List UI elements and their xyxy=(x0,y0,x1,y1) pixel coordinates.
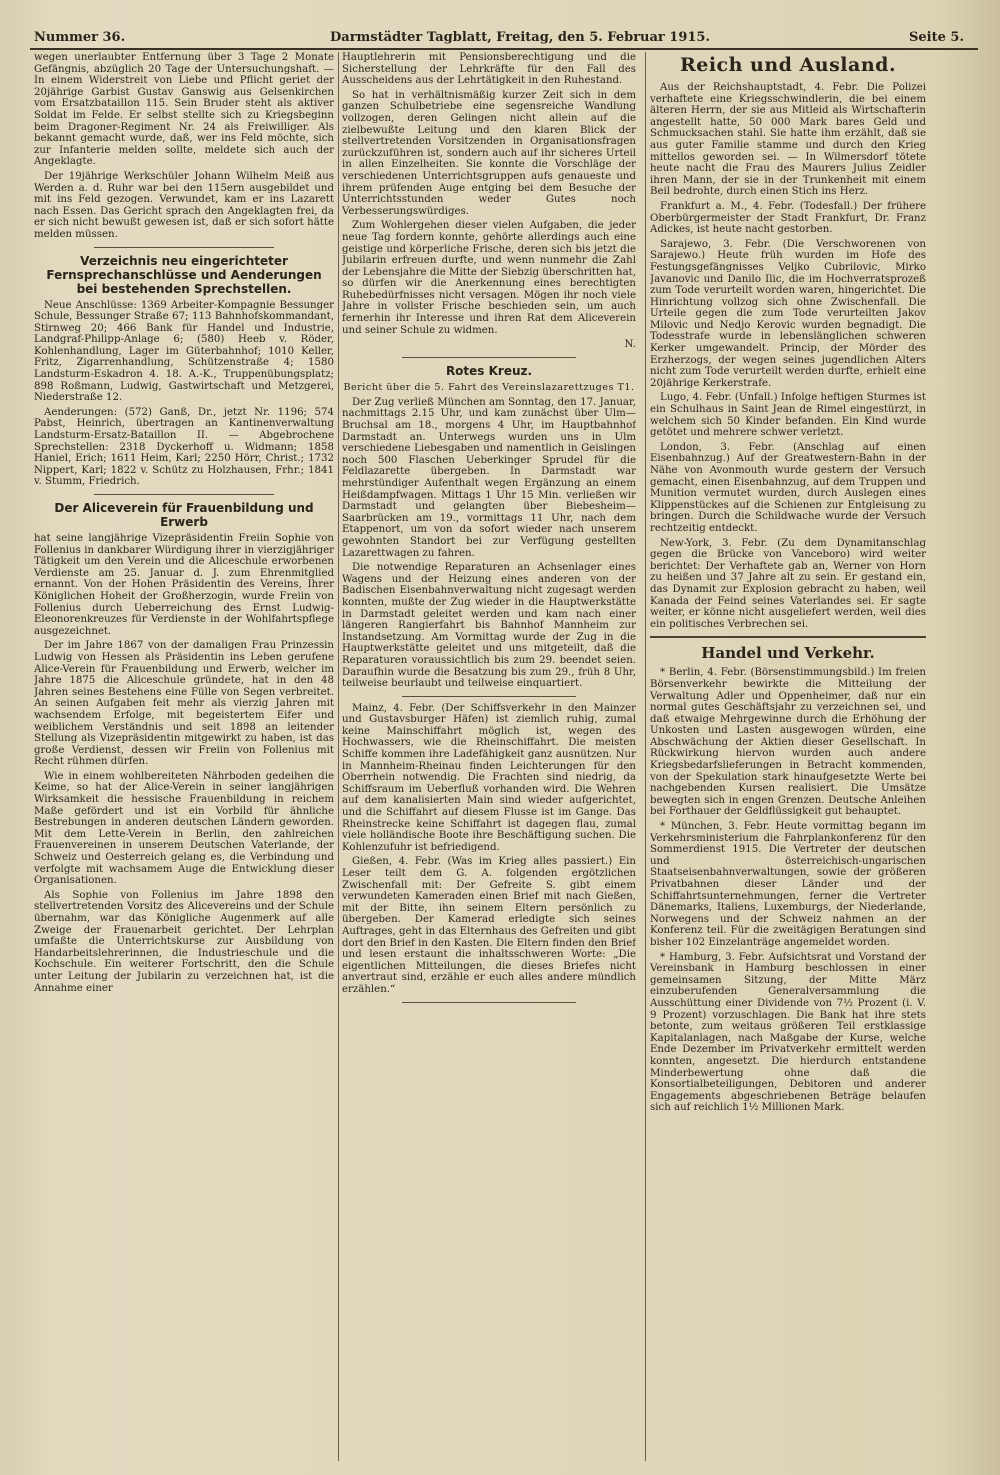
separator xyxy=(402,696,576,697)
article-paragraph: Neue Anschlüsse: 1369 Arbeiter-Kompagnie Bessunger Schule, Bessunger Straße 67; 113 Bahnhofskommandant, Stirnweg 20; 466 Bank für Handel und Industrie, Landgraf-Philipp-Anlage 6; (580) Heeb v. Röder, Kohlenhandlung, Lager im Güterbahnhof; 1010 Keller, Fritz, Zigarrenhandlung, Schützenstraße 4; 1580 Landsturm-Eskadron 4. 18. A.-K., Truppenübungsplatz; 898 Roßmann, Ludwig, Gastwirtschaft und Metzgerei, Niederstraße 12. xyxy=(34,299,334,404)
article-paragraph: Als Sophie von Follenius im Jahre 1898 den stellvertretenden Vorsitz des Alicevereins und der Schule übernahm, war das Königliche Augenmerk auf alle Zweige der Frauenarbeit gerichtet. Der Lehrplan umfaßte die Unterrichtskurse zur Ausbildung von Handarbeitslehrerinnen, die Industrieschule und die Kochschule. Ein weiterer Fortschritt, den die Schule unter Leitung der Jubilarin zu verzeichnen hat, ist die Annahme einer xyxy=(34,889,334,994)
masthead xyxy=(30,28,982,48)
section-heading-rotes-kreuz: Rotes Kreuz. xyxy=(445,363,533,378)
separator xyxy=(94,494,274,495)
article-paragraph: * München, 3. Febr. Heute vormittag begann im Verkehrsministerium die Fahrplankonferenz für den Sommerdienst 1915. Die Vertreter der deutschen und österreichisch-ungarischen Staatseisenbahnverwaltungen, sowie der größeren Privatbahnen dieser Länder und der Schiffahrtsunternehmungen, ferner die Vertreter Dänemarks, Italiens, Luxemburgs, der Niederlande, Norwegens und der Schweiz nahmen an der Konferenz teil. Für die zweitägigen Beratungen sind bisher 102 Einzelanträge angemeldet worden. xyxy=(650,821,926,948)
article-paragraph: Frankfurt a. M., 4. Febr. (Todesfall.) Der frühere Oberbürgermeister der Stadt Frankfurt, Dr. Franz Adickes, ist heute nacht gestorben. xyxy=(650,200,926,236)
article-paragraph: * Berlin, 4. Febr. (Börsenstimmungsbild.) Im freien Börsenverkehr bewirkte die Mitteilung der Verwaltung Adler und Oppenheimer, daß nur ein normal gutes Geschäftsjahr zu verzeichnen sei, und daß etwaige Mehrgewinne durch die Erhöhung der Unkosten und Lasten ausgewogen würden, eine Abschwächung der Aktien dieser Gesellschaft. In Rückwirkung hiervon wurden auch andere Kriegsbedarfslieferungen in Betracht kommenden, von der Spekulation stark hinaufgesetzte Werte bei nachgebenden Kursen realisiert. Die Umsätze bewegten sich in engen Grenzen. Deutsche Anleihen bei Forthauer der Geldflüssigkeit gut behauptet. xyxy=(650,667,926,818)
column-divider xyxy=(645,52,646,1461)
section-heading-reich-ausland: Reich und Ausland. xyxy=(679,54,897,76)
article-paragraph: Aenderungen: (572) Ganß, Dr., jetzt Nr. 1196; 574 Pabst, Heinrich, übertragen an Kantinenverwaltung Landsturm-Ersatz-Bataillon II. — Abgebrochene Sprechstellen: 2318 Dyckerhoff u. Widmann; 1858 Haniel, Erich; 1611 Heim, Karl; 2250 Hörr, Christ.; 1732 Nippert, Karl; 1822 v. Schütz zu Holzhausen, Frhr.; 1841 v. Stumm, Friedrich. xyxy=(34,406,334,488)
section-heading-aliceverein: Der Aliceverein für Frauenbildung und Erwerb xyxy=(54,501,314,529)
newspaper-title-date: Darmstädter Tagblatt, Freitag, den 5. Februar 1915. xyxy=(330,30,710,45)
article-paragraph: Die notwendige Reparaturen an Achsenlager eines Wagens und der Heizung eines anderen von der Badischen Eisenbahnverwaltung nicht zugesagt werden konnten, mußte der Zug wieder in die Hauptwerkstätte in Darmstadt geleitet werden und kam nach einer längeren Rangierfahrt bis Bahnhof Mannheim zur Instandsetzung. Am Vormittag wurde der Zug in die Hauptwerkstätte geleitet und uns mitgeteilt, daß die Reparaturen voraussichtlich bis zum 29. beendet seien. Daraufhin wurde die Besatzung bis zum 29., früh 8 Uhr, teilweise beurlaubt und teilweise einquartiert. xyxy=(342,562,636,690)
separator xyxy=(94,247,274,248)
article-paragraph: London, 3. Febr. (Anschlag auf einen Eisenbahnzug.) Auf der Greatwestern-Bahn in der Nähe von Avonmouth wurde gestern der Versuch gemacht, einen Eisenbahnzug, auf dem Truppen und Munition vermutet wurden, durch Auslegen eines Klippenstückes auf die Schienen zur Entgleisung zu bringen. Durch die Schildwache wurde der Versuch rechtzeitig entdeckt. xyxy=(650,441,926,534)
column-3 xyxy=(650,52,926,1467)
page-number: Seite 5. xyxy=(909,30,964,45)
article-paragraph: Lugo, 4. Febr. (Unfall.) Infolge heftigen Sturmes ist ein Schulhaus in Saint Jean de Rimel eingestürzt, in welchem sich 50 Kinder befanden. Ein Kind wurde getötet und mehrere schwer verletzt. xyxy=(650,392,926,439)
article-paragraph: Der im Jahre 1867 von der damaligen Frau Prinzessin Ludwig von Hessen als Präsidentin ins Leben gerufene Alice-Verein für Frauenbildung und Erwerb, welcher im Jahre 1875 die Aliceschule gründete, hat in den 48 Jahren seines Bestehens eine Fülle von Segen verbreitet. An seinen Aufgaben feit mehr als vierzig Jahren mit wachsendem Erfolge, mit begeistertem Eifer und weiblichem Verständnis und seit 1898 an leitender Stellung als Vizepräsidentin mitgewirkt zu haben, ist das große Verdienst, dessen wir Freiin von Follenius mit Recht rühmen dürfen. xyxy=(34,640,334,768)
article-paragraph: * Hamburg, 3. Febr. Aufsichtsrat und Vorstand der Vereinsbank in Hamburg beschlossen in einer gemeinsamen Sitzung, der Mitte März einzuberufenden Generalversammlung die Ausschüttung einer Dividende von 7½ Prozent (i. V. 9 Prozent) vorzuschlagen. Die Bank hat ihre stets betonte, zum weitaus größeren Teil erstklassige Kapitalanlagen, nach Maßgabe der Kurse, welche Ende Dezember im Privatverkehr ermittelt werden konnten, angesetzt. Die hierdurch entstandene Minderbewertung ohne daß die Konsortialbeteiligungen, Debitoren und anderer Engagements abgeschriebenen Beträge belaufen sich auf reichlich 1½ Millionen Mark. xyxy=(650,951,926,1114)
article-paragraph: Sarajewo, 3. Febr. (Die Verschworenen von Sarajewo.) Heute früh wurden im Hofe des Festungsgefängnisses Veljko Cubrilovic, Mirko Javanovic und Danilo Ilic, die im Hochverratsprozeß zum Tode verurteilt worden waren, hingerichtet. Die Hinrichtung vollzog sich ohne Zwischenfall. Die Urteile gegen die zum Tode verurteilten Jakov Milovic und Nedjo Kerovic wurden begnadigt. Die Todesstrafe wurde in lebenslänglichen schweren Kerker umgewandelt. Princip, der Mörder des Erzherzogs, der wegen seines jugendlichen Alters nicht zum Tode verurteilt werden durfte, erhielt eine 20jährige Kerkerstrafe. xyxy=(650,238,926,389)
article-paragraph: Gießen, 4. Febr. (Was im Krieg alles passiert.) Ein Leser teilt dem G. A. folgenden ergötzlichen Zwischenfall mit: Der Gefreite S. gibt einem verwundeten Kameraden einen Brief mit nach Gießen, mit der Bitte, ihn seinem Eltern persönlich zu übergeben. Der Kamerad erledigte sich seines Auftrages, geht in das Elternhaus des Gefreiten und gibt dort den Brief in den Kasten. Die Eltern finden den Brief und lesen erstaunt die inhaltsschweren Worte: „Die eigentlichen Mitteilungen, die dieses Briefes nicht anvertraut sind, erzähle er euch alles andere mündlich erzählen.“ xyxy=(342,856,636,995)
section-subheading: Bericht über die 5. Fahrt des Vereinslazarettzuges T1. xyxy=(343,381,635,393)
section-heading-handel-verkehr: Handel und Verkehr. xyxy=(701,644,875,663)
article-paragraph: Der 19jährige Werkschüler Johann Wilhelm Meiß aus Werden a. d. Ruhr war bei den 115ern ausgebildet und mit ins Feld gezogen. Verwundet, kam er ins Lazarett nach Essen. Das Gericht sprach den Angeklagten frei, da er sich nicht bewußt gewesen ist, daß er sich sofort hätte melden müssen. xyxy=(34,170,334,240)
author-signature: N. xyxy=(624,339,636,351)
section-heading-fernsprech: Verzeichnis neu eingerichteter Fernsprechanschlüsse und Aenderungen bei bestehenden Sprechstellen. xyxy=(46,253,322,296)
separator xyxy=(402,357,576,358)
column-2 xyxy=(342,52,636,1467)
article-paragraph: Zum Wohlergehen dieser vielen Aufgaben, die jeder neue Tag fordern konnte, gehörte allerdings auch eine geistige und körperliche Frische, deren sich bis jetzt die Jubilarin erfreuen durfte, und wenn nunmehr die Zahl der Lebensjahre die Mitte der Siebzig überschritten hat, so dürfen wir die Anerkennung eines berechtigten Ruhebedürfnisses nicht versagen. Mögen ihr noch viele Jahre in vollster Frische beschieden sein, um auch fernerhin ihr Interesse und ihren Rat dem Aliceverein und seiner Schule zu widmen. xyxy=(342,220,636,336)
article-paragraph: Mainz, 4. Febr. (Der Schiffsverkehr in den Mainzer und Gustavsburger Häfen) ist ziemlich ruhig, zumal keine Mainschiffahrt möglich ist, wegen des Hochwassers, wie die Rheinschiffahrt. Die meisten Schiffe kommen ihre Ladefähigkeit ganz ausnützen. Nur in Mannheim-Rheinau finden Leichterungen für den Oberrhein notwendig. Die Frachten sind niedrig, da Schiffsraum im Ueberfluß vorhanden wird. Die Wehren auf dem kanalisierten Main sind wieder aufgerichtet, und die Schiffahrt auf diesem Flusse ist im Gange. Das Rheinstrecke keine Schiffahrt ist dagegen flau, zumal viele holländische Boote ihre Beschäftigung suchen. Die Kohlenzufuhr ist befriedigend. xyxy=(342,702,636,853)
article-paragraph: New-York, 3. Febr. (Zu dem Dynamitanschlag gegen die Brücke von Vanceboro) wird weiter berichtet: Der Verhaftete gab an, Werner von Horn zu heißen und 37 Jahre alt zu sein. Er gestand ein, das Dynamit zur Explosion gebracht zu haben, weil Kanada der Feind seines Vaterlandes sei. Er sagte weiter, er könne nicht ausgeliefert werden, weil dies ein politisches Verbrechen sei. xyxy=(650,537,926,630)
separator xyxy=(650,636,926,638)
article-paragraph: Der Zug verließ München am Sonntag, den 17. Januar, nachmittags 2.15 Uhr, und kam zunächst über Ulm—Bruchsal am 18., morgens 4 Uhr, im Hauptbahnhof Darmstadt an. Unterwegs wurden uns in Ulm verschiedene Liebesgaben und namentlich in Geislingen noch 500 Flaschen Ueberkinger Sprudel für die Feldlazarette übergeben. In Darmstadt war mehrstündiger Aufenthalt wegen Ergänzung an einem Heißdampfwagen. Mittags 1 Uhr 15 Min. verließen wir Darmstadt und gelangten über Biebesheim—Saarbrücken am 19., vormittags 11 Uhr, nach dem Etappenort, um von da sofort wieder nach unserem gewohnten Standort bei zur Verfügung gestellten Lazarettwagen zu fahren. xyxy=(342,396,636,559)
column-divider xyxy=(338,52,339,1461)
article-paragraph: Aus der Reichshauptstadt, 4. Febr. Die Polizei verhaftete eine Kriegsschwindlerin, die bei einem älteren Herrn, der sie aus Mitleid als Wirtschafterin angestellt hatte, 50 000 Mark bares Geld und Schmucksachen stahl. Sie hatte ihm erzählt, daß sie aus guter Familie stamme und durch den Krieg mittellos geworden sei. — In Wilmersdorf tötete heute nacht die Frau des Maurers Julius Zeidler ihren Mann, der sie in der Trunkenheit mit einem Beil bedrohte, durch einen Stich ins Herz. xyxy=(650,82,926,198)
separator xyxy=(402,1002,576,1003)
issue-number: Nummer 36. xyxy=(34,30,126,45)
article-paragraph: So hat in verhältnismäßig kurzer Zeit sich in dem ganzen Schulbetriebe eine segensreiche Wandlung vollzogen, deren Gelingen nicht allein auf die zielbewußte Leitung und den klaren Blick der stellvertretenden Vorsitzenden in Organisationsfragen zurückzuführen ist, sondern auch auf ihr sicheres Urteil in allen Einzelheiten. Sie konnte die Vorschläge der verschiedenen Unterrichtsgruppen aufs genaueste und ihrem prüfenden Auge entging bei dem Besuche der Unterrichtsstunden weder Gutes noch Verbesserungswürdiges. xyxy=(342,89,636,217)
article-paragraph: hat seine langjährige Vizepräsidentin Freiin Sophie von Follenius in dankbarer Würdigung ihrer in vierzigjähriger Tätigkeit um den Verein und die Aliceschule erworbenen Verdienste am 25. Januar d. J. zum Ehrenmitglied ernannt. Von der Hohen Präsidentin des Vereins, Ihrer Königlichen Hoheit der Großherzogin, wurde Freiin von Follenius durch Ueberreichung des Ernst Ludwig-Eleonorenkreuzes für Verdienste in der Wohlfahrtspflege ausgezeichnet. xyxy=(34,533,334,637)
masthead-rule xyxy=(30,48,978,50)
article-paragraph: wegen unerlaubter Entfernung über 3 Tage 2 Monate Gefängnis, abzüglich 20 Tage der Untersuchungshaft. — In einem Widerstreit von Liebe und Pflicht geriet der 20jährige Garbist Gustav Ganswig aus Gelsenkirchen vom Ersatzbataillon 115. Sein Bruder steht als aktiver Soldat im Felde. Er selbst stellte sich zu Kriegsbeginn beim Dragoner-Regiment Nr. 24 als Freiwilliger. Als bekannt gemacht wurde, daß, wer ins Feld möchte, sich zur Infanterie melden sollte, meldete sich auch der Angeklagte. xyxy=(34,52,334,168)
column-1 xyxy=(34,52,334,1467)
article-paragraph: Wie in einem wohlbereiteten Nährboden gedeihen die Keime, so hat der Alice-Verein in seiner langjährigen Wirksamkeit die hessische Frauenbildung in reichem Maße gefördert und ist ein Vorbild für ähnliche Bestrebungen in anderen deutschen Ländern geworden. Mit dem Lette-Verein in Berlin, den zahlreichen Frauenvereinen in unserem Deutschen Vaterlande, der Schweiz und Oesterreich gelang es, die Verbindung und verfolgte mit wachsamem Auge die Entwicklung dieser Organisationen. xyxy=(34,770,334,887)
article-paragraph: Hauptlehrerin mit Pensionsberechtigung und die Sicherstellung der Lehrkräfte für den Fall des Ausscheidens aus der Lehrtätigkeit in den Ruhestand. xyxy=(342,52,636,87)
